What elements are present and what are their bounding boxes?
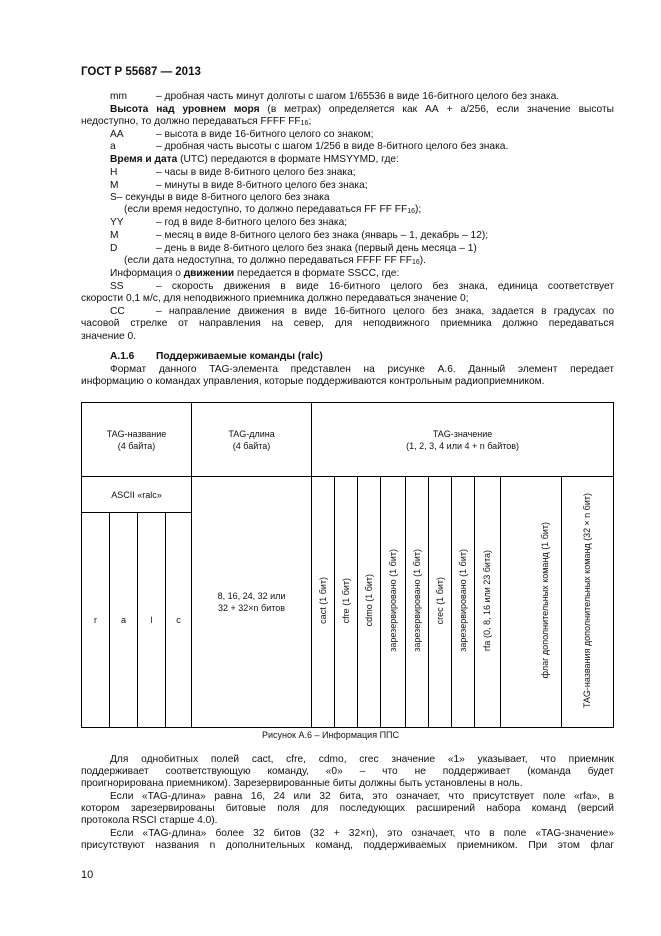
field-extra-names: [562, 477, 614, 728]
header-tag-value-size: (1, 2, 3, 4 или 4 + n байтов): [406, 440, 520, 451]
para-l3: проигнорирована приемником). Зарезервированные биты должны быть установлены в ноль.: [81, 778, 523, 789]
altitude-cont-text: недоступно, то должно передаваться FFFF FF: [81, 116, 301, 127]
movement-line: [110, 268, 399, 279]
movement-bold: движении: [183, 268, 235, 279]
page-number: 10: [81, 869, 94, 881]
header-tag-value-label: TAG-значение: [432, 428, 493, 439]
field-reserved-2: [406, 477, 429, 728]
date-unavailable-end: ).: [419, 255, 427, 266]
datetime-line: [110, 154, 399, 165]
field-reserved-2-label: зарезервировано (1 бит): [411, 549, 422, 652]
term-h: H: [110, 167, 118, 178]
field-extra-flag-label: флаг дополнительных команд (1 бит): [540, 522, 551, 679]
term-ss: SS: [110, 281, 124, 292]
altitude-sub: 16: [300, 120, 309, 127]
ascii-ralc-cell: ASCII «ralc»: [82, 477, 192, 513]
term-d: D: [110, 243, 118, 254]
def-aa: – высота в виде 16-битного целого со знаком;: [156, 129, 374, 140]
def-s: S– секунды в виде 8-битного целого без знака: [110, 192, 330, 203]
def-yy: – год в виде 8-битного целого без знака;: [156, 217, 348, 228]
def-ss: – скорость движения в виде 16-битного целого без знака, единица соответствует: [156, 281, 614, 292]
letter-r: r: [82, 513, 110, 728]
date-unavailable-text: (если дата недоступна, то должно передаваться FFFF FF FF: [124, 255, 412, 266]
altitude-bold: Высота над уровнем моря: [110, 104, 260, 115]
field-extra-flag: [501, 477, 531, 728]
def-cc-cont1: часовой стрелке от направления на север, для неподвижного приемника должно передаваться: [81, 318, 614, 329]
date-unavailable: [124, 255, 426, 266]
header-tag-length: [192, 403, 312, 477]
header-tag-length-size: (4 байта): [232, 440, 271, 451]
para-l2: поддерживает соответствующую команду, «0» – что не поддерживает (команда будет: [81, 766, 614, 777]
time-unavailable-text: (если время недоступно, то должно передаваться FF FF FF: [124, 204, 408, 215]
date-unavailable-sub: 16: [411, 259, 420, 266]
para-l1: Для однобитных полей cact, cfre, cdmo, crec значение «1» указывает, что приемник: [110, 754, 614, 765]
letter-l: l: [138, 513, 166, 728]
para-l4: Если «TAG-длина» равна 16, 24 или 32 бита, это означает, что присутствует поле «rfa», в: [110, 791, 614, 802]
field-rfa-label: rfa (0, 8, 16 или 23 бита): [482, 549, 493, 652]
time-unavailable-sub: 16: [407, 208, 415, 215]
altitude-cont: [81, 116, 614, 130]
datetime-bold: Время и дата: [110, 154, 178, 165]
tag-length-value-2: 32 + 32×n битов: [218, 603, 286, 613]
def-m: – минуты в виде 8-битного целого без знака;: [156, 180, 368, 191]
term-m: M: [110, 180, 119, 191]
header-tag-name: [82, 403, 192, 477]
def-month: – месяц в виде 8-битного целого без знака (январь – 1, декабрь – 12);: [156, 230, 489, 241]
para-l5: котором зарезервированы битовые поля для последующих расширений набора команд (версий: [81, 803, 614, 814]
time-unavailable-end: );: [415, 204, 422, 215]
field-reserved-1-label: зарезервировано (1 бит): [387, 549, 398, 652]
field-crec-label: crec (1 бит): [434, 576, 445, 625]
section-p2: информацию о командах управления, которые поддерживаются контрольным радиоприемником.: [81, 376, 545, 387]
def-ss-cont: скорости 0,1 м/с, для неподвижного приемника должно передаваться значение 0;: [81, 293, 469, 304]
para-l8: присутствуют названия n дополнительных команд, поддерживаемых приемником. При этом флаг: [81, 840, 614, 851]
term-aa: АА: [110, 129, 124, 140]
field-reserved-1: [381, 477, 406, 728]
field-cfre: [335, 477, 358, 728]
altitude-rest: (в метрах) определяется как АА + a/256, если значение высоты: [259, 104, 614, 115]
field-rfa: [475, 477, 501, 728]
tag-length-value-1: 8, 16, 24, 32 или: [217, 591, 286, 601]
letter-a: a: [110, 513, 138, 728]
movement-b: передается в формате SSCC, где:: [234, 268, 400, 279]
term-month: M: [110, 230, 119, 241]
field-extra-flag-text: [531, 477, 562, 728]
def-cc-cont2: значение 0.: [81, 331, 137, 342]
field-reserved-3: [452, 477, 475, 728]
altitude-cont-end: ;: [308, 116, 312, 127]
field-crec: [429, 477, 452, 728]
field-cfre-label: cfre (1 бит): [340, 577, 351, 624]
def-a: – дробная часть высоты с шагом 1/256 в виде 8-битного целого без знака.: [156, 141, 509, 152]
section-number: А.1.6: [110, 351, 135, 362]
tag-length-value-cell: [192, 477, 312, 728]
def-mm: – дробная часть минут долготы с шагом 1/65536 в виде 16-битного целого без знака.: [156, 91, 560, 102]
section-p1: Формат данного TAG-элемента представлен на рисунке А.6. Данный элемент передает: [110, 364, 614, 375]
header-tag-length-label: TAG-длина: [228, 428, 275, 439]
def-h: – часы в виде 8-битного целого без знака;: [156, 167, 356, 178]
field-extra-names-label: TAG-названия дополнительных команд (32×n бит): [582, 493, 593, 708]
term-a: a: [110, 141, 116, 152]
def-cc: – направление движения в виде 16-битного целого без знака, задается в градусах по: [156, 306, 614, 317]
section-title: Поддерживаемые команды (ralc): [156, 351, 323, 362]
field-cdmo-label: cdmo (1 бит): [363, 574, 374, 627]
header-tag-name-size: (4 байта): [117, 440, 156, 451]
figure-caption: Рисунок А.6 – Информация ППС: [262, 730, 399, 740]
document-header: ГОСТ Р 55687 — 2013: [81, 66, 201, 78]
header-tag-value: [312, 403, 614, 477]
term-cc: CC: [110, 306, 125, 317]
para-l7: Если «TAG-длина» более 32 битов (32 + 32×n), это означает, что в поле «TAG-значение»: [110, 828, 614, 839]
time-unavailable: [124, 204, 421, 215]
para-l6: протокола RSCI старше 4.0).: [81, 815, 218, 826]
ralc-figure-table: [81, 402, 614, 728]
field-cact-label: cact (1 бит): [317, 577, 328, 624]
movement-a: Информация о: [110, 268, 184, 279]
def-d: – день в виде 8-битного целого без знака (первый день месяца – 1): [156, 243, 477, 254]
letter-c: c: [166, 513, 192, 728]
field-reserved-3-label: зарезервировано (1 бит): [457, 549, 468, 652]
field-cdmo: [358, 477, 381, 728]
header-tag-name-label: TAG-название: [106, 428, 167, 439]
field-cact: [312, 477, 335, 728]
term-mm: mm: [110, 91, 127, 102]
datetime-rest: (UTC) передаются в формате HMSYYMD, где:: [177, 154, 399, 165]
altitude-line: [110, 104, 614, 116]
term-yy: YY: [110, 217, 124, 228]
